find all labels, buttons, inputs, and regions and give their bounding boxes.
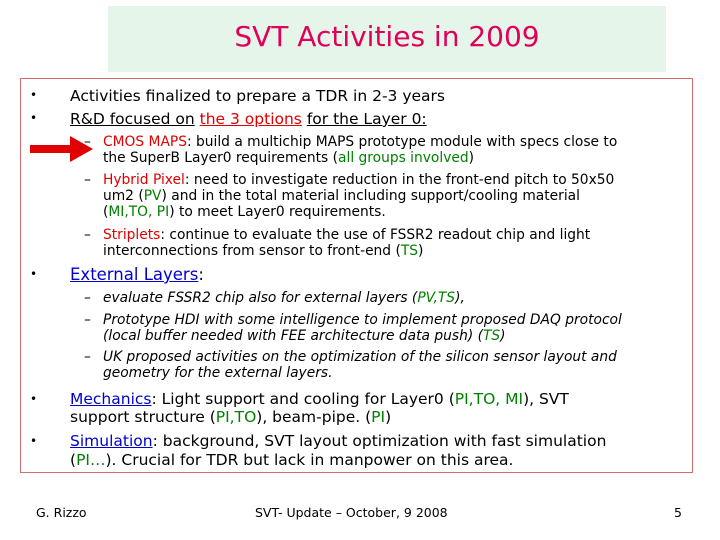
sub-hybrid-pixel: Hybrid Pixel: need to investigate reduction in the front-end pitch to 50x50 [103,172,615,188]
bullet-marker: • [30,88,38,102]
sub-cmos-maps: CMOS MAPS: build a multichip MAPS prototype module with specs close to [103,134,618,150]
bullet-simulation: Simulation: background, SVT layout optimization with fast simulation [70,432,607,450]
dash-marker: – [84,134,91,150]
dash-marker: – [84,349,91,365]
sub-prototype-hdi: Prototype HDI with some intelligence to implement proposed DAQ protocol [103,312,622,328]
page-number: 5 [674,505,682,520]
bullet-marker: • [30,267,38,281]
bullet-external-layers: External Layers: [70,265,204,284]
sub-prototype-hdi-cont: (local buffer needed with FEE architecture data push) (TS) [103,328,506,344]
sub-hybrid-pixel-cont2: (MI,TO, PI) to meet Layer0 requirements. [103,204,386,220]
bullet-mechanics-cont: support structure (PI,TO), beam-pipe. (PI) [70,408,392,426]
bullet-tdr: Activities finalized to prepare a TDR in 2-3 years [70,87,445,105]
footer-center: SVT- Update – October, 9 2008 [255,505,448,520]
slide-title: SVT Activities in 2009 [234,20,540,53]
bullet-marker: • [30,392,38,406]
sub-uk-activities: UK proposed activities on the optimization of the silicon sensor layout and [103,349,617,365]
bullet-marker: • [30,111,38,125]
sub-cmos-maps-cont: the SuperB Layer0 requirements (all groups involved) [103,150,475,166]
footer-author: G. Rizzo [36,505,87,520]
sub-uk-activities-cont: geometry for the external layers. [103,365,333,381]
bullet-rnd: R&D focused on the 3 options for the Layer 0: [70,110,427,128]
sub-striplets: Striplets: continue to evaluate the use of FSSR2 readout chip and light [103,227,591,243]
bullet-simulation-cont: (PI…). Crucial for TDR but lack in manpower on this area. [70,451,514,469]
bullet-marker: • [30,434,38,448]
dash-marker: – [84,290,91,306]
dash-marker: – [84,172,91,188]
sub-hybrid-pixel-cont: um2 (PV) and in the total material including support/cooling material [103,188,580,204]
dash-marker: – [84,227,91,243]
sub-striplets-cont: interconnections from sensor to front-end (TS) [103,243,424,259]
sub-fssr2-external: evaluate FSSR2 chip also for external layers (PV,TS), [103,290,465,306]
dash-marker: – [84,312,91,328]
bullet-mechanics: Mechanics: Light support and cooling for Layer0 (PI,TO, MI), SVT [70,390,569,408]
